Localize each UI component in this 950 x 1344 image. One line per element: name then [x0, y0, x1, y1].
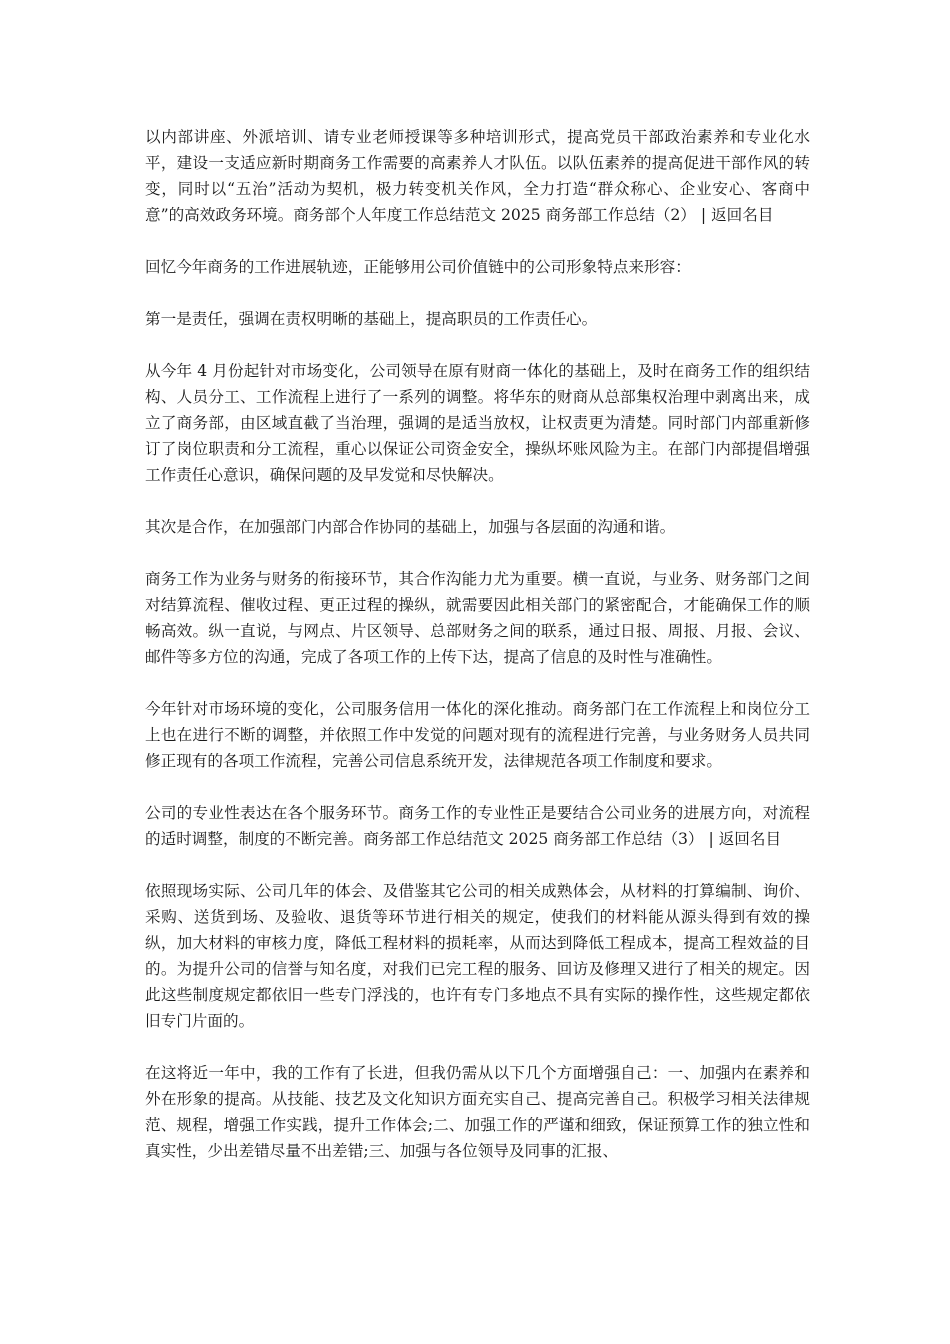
paragraph-3: 第一是责任，强调在责权明晰的基础上，提高职员的工作责任心。 [145, 310, 598, 328]
paragraph-1: 以内部讲座、外派培训、请专业老师授课等多种培训形式，提高党员干部政治素养和专业化水平，建设一支适应新时期商务工作需要的高素养人才队伍。以队伍素养的提高促进干部作风的转变，同时以“五治”活动为契机，极力转变机关作风，全力打造“群众称心、企业安心、客商中意”的高效政务环境。商务部个人年度工作总结范文 2025 商务部工作总结（2） | 返回名目 [145, 128, 810, 224]
paragraph-6: 商务工作为业务与财务的衔接环节，其合作沟能力尤为重要。横一直说，与业务、财务部门之间对结算流程、催收过程、更正过程的操纵，就需要因此相关部门的紧密配合，才能确保工作的顺畅高效。纵一直说，与网点、片区领导、总部财务之间的联系，通过日报、周报、月报、会议、邮件等多方位的沟通，完成了各项工作的上传下达，提高了信息的及时性与准确性。 [145, 570, 810, 666]
paragraph-2: 回忆今年商务的工作进展轨迹，正能够用公司价值链中的公司形象特点来形容： [145, 258, 691, 276]
document-page [145, 124, 810, 1190]
paragraph-4: 从今年 4 月份起针对市场变化，公司领导在原有财商一体化的基础上，及时在商务工作的组织结构、人员分工、工作流程上进行了一系列的调整。将华东的财商从总部集权治理中剥离出来，成立了商务部，由区域直截了当治理，强调的是适当放权，让权责更为清楚。同时部门内部重新修订了岗位职责和分工流程，重心以保证公司资金安全，操纵坏账风险为主。在部门内部提倡增强工作责任心意识，确保问题的及早发觉和尽快解决。 [145, 362, 810, 484]
paragraph-10: 在这将近一年中，我的工作有了长进，但我仍需从以下几个方面增强自己：一、加强内在素养和外在形象的提高。从技能、技艺及文化知识方面充实自己、提高完善自己。积极学习相关法律规范、规程，增强工作实践，提升工作体会;二、加强工作的严谨和细致，保证预算工作的独立性和真实性，少出差错尽量不出差错;三、加强与各位领导及同事的汇报、 [145, 1064, 810, 1160]
paragraph-9: 依照现场实际、公司几年的体会、及借鉴其它公司的相关成熟体会，从材料的打算编制、询价、采购、送货到场、及验收、退货等环节进行相关的规定，使我们的材料能从源头得到有效的操纵，加大材料的审核力度，降低工程材料的损耗率，从而达到降低工程成本，提高工程效益的目的。为提升公司的信誉与知名度，对我们已完工程的服务、回访及修理又进行了相关的规定。因此这些制度规定都依旧一些专门浮浅的，也许有专门多地点不具有实际的操作性，这些规定都依旧专门片面的。 [145, 882, 810, 1030]
paragraph-7: 今年针对市场环境的变化，公司服务信用一体化的深化推动。商务部门在工作流程上和岗位分工上也在进行不断的调整，并依照工作中发觉的问题对现有的流程进行完善，与业务财务人员共同修正现有的各项工作流程，完善公司信息系统开发，法律规范各项工作制度和要求。 [145, 700, 810, 770]
paragraph-8: 公司的专业性表达在各个服务环节。商务工作的专业性正是要结合公司业务的进展方向，对流程的适时调整，制度的不断完善。商务部工作总结范文 2025 商务部工作总结（3） | 返回名目 [145, 804, 810, 848]
paragraph-5: 其次是合作，在加强部门内部合作协同的基础上，加强与各层面的沟通和谐。 [145, 518, 676, 536]
